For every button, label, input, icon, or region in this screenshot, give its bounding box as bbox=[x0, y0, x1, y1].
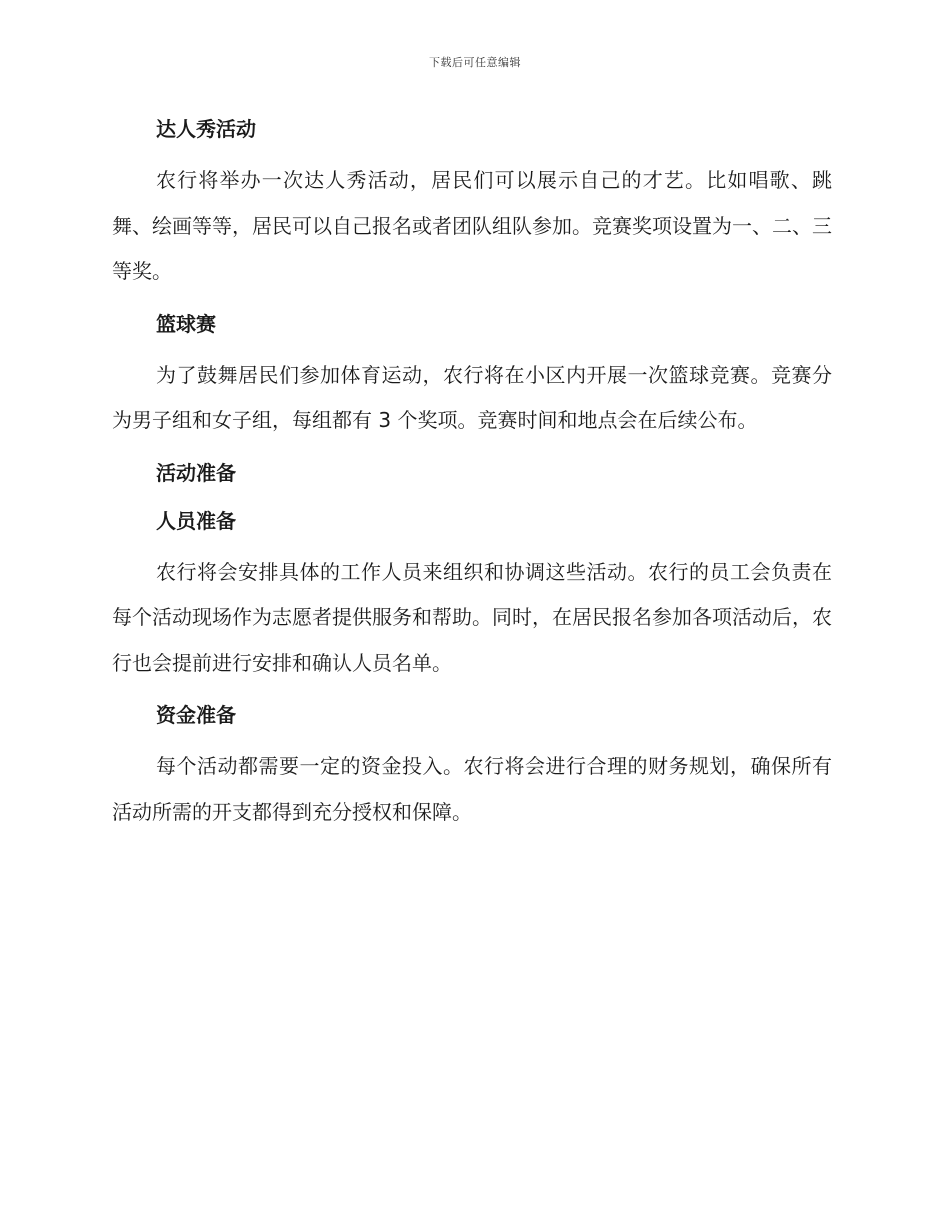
paragraph-basketball: 为了鼓舞居民们参加体育运动，农行将在小区内开展一次篮球竞赛。竞赛分为男子组和女子组，每组都有 3 个奖项。竞赛时间和地点会在后续公布。 bbox=[112, 362, 832, 432]
section-heading-preparation: 活动准备 bbox=[156, 460, 236, 485]
section-heading-staff: 人员准备 bbox=[156, 508, 236, 533]
paragraph-staff: 农行将会安排具体的工作人员来组织和协调这些活动。农行的员工会负责在每个活动现场作为志愿者提供服务和帮助。同时，在居民报名参加各项活动后，农行也会提前进行安排和确认人员名单。 bbox=[112, 559, 832, 675]
section-heading-talent-show: 达人秀活动 bbox=[156, 117, 256, 141]
page-header: 下载后可任意编辑 bbox=[429, 56, 521, 69]
section-heading-funding: 资金准备 bbox=[156, 703, 236, 727]
document-body bbox=[112, 110, 832, 845]
paragraph-funding: 每个活动都需要一定的资金投入。农行将会进行合理的财务规划，确保所有活动所需的开支都得到充分授权和保障。 bbox=[112, 754, 832, 824]
paragraph-talent-show: 农行将举办一次达人秀活动，居民们可以展示自己的才艺。比如唱歌、跳舞、绘画等等，居民可以自己报名或者团队组队参加。竞赛奖项设置为一、二、三等奖。 bbox=[112, 168, 832, 283]
section-heading-basketball: 篮球赛 bbox=[156, 311, 216, 336]
